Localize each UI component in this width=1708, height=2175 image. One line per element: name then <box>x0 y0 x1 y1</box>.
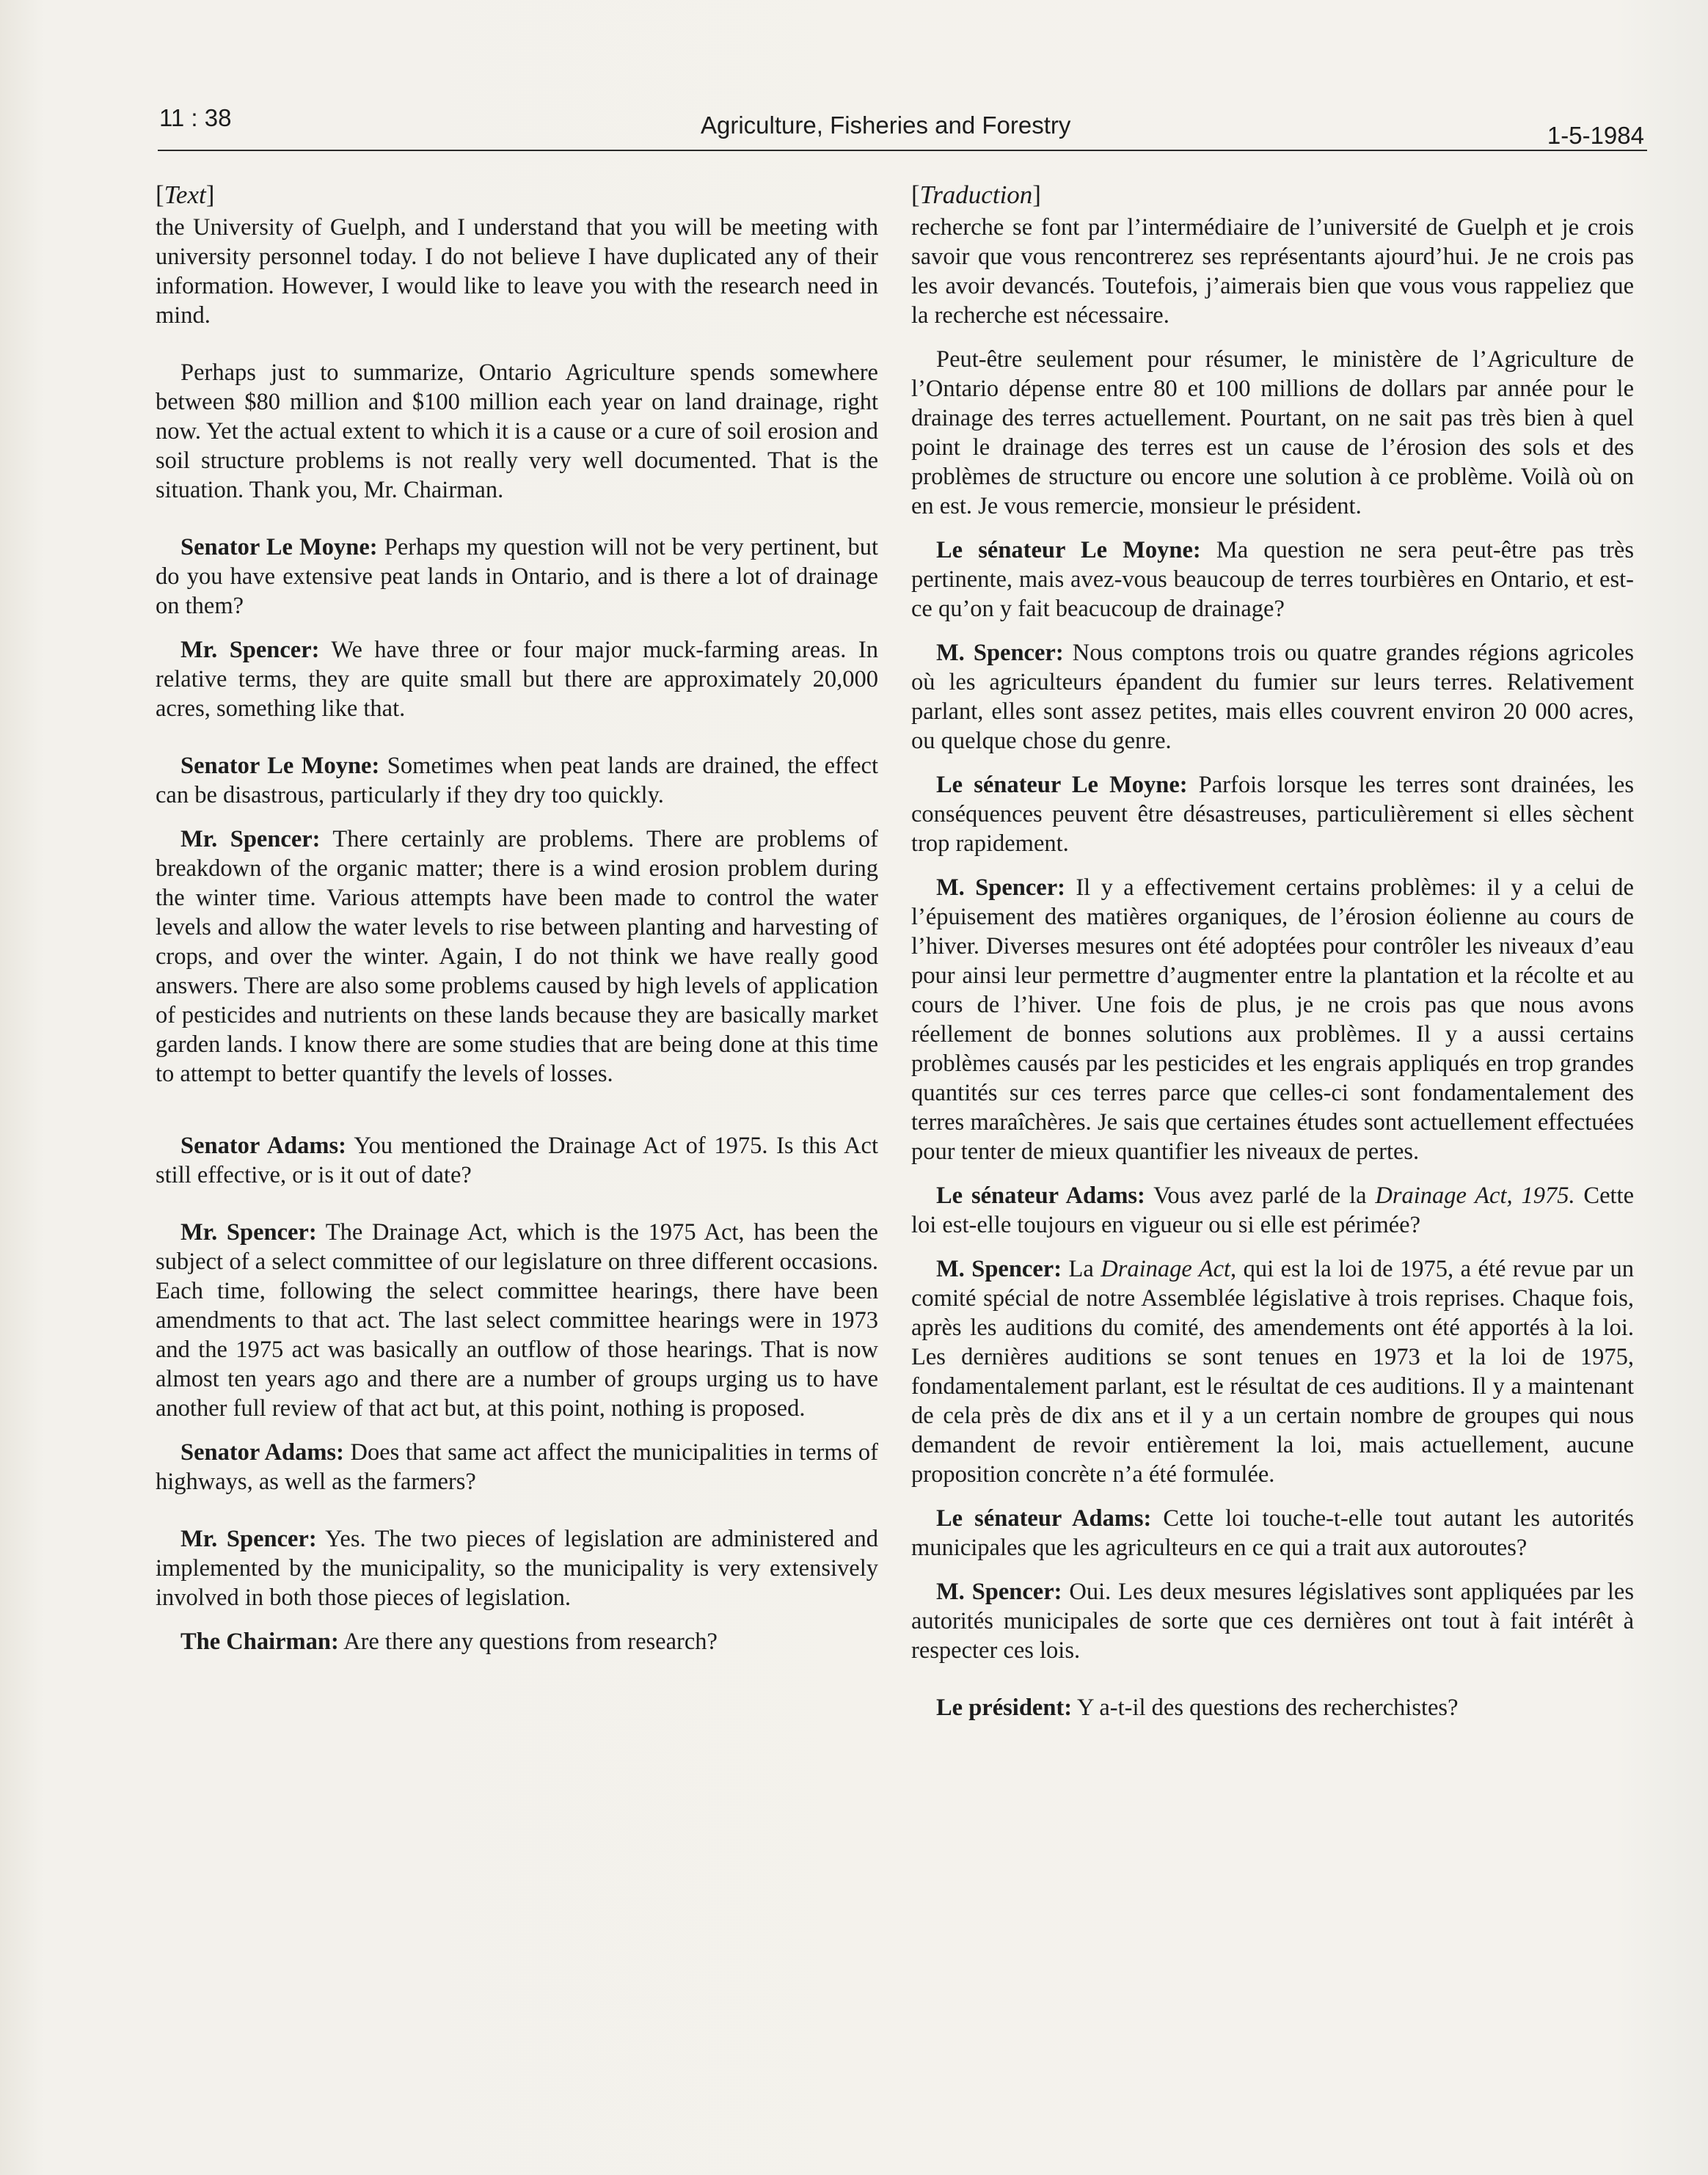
column-label-text: [Text] <box>156 180 215 209</box>
speaker-name: Mr. Spencer: <box>180 637 320 663</box>
page-number: 11 : 38 <box>159 104 232 131</box>
paragraph: Mr. Spencer: There certainly are problems. There are problems of breakdown of the organic matter; there is a wind erosion problem during the winter time. Various attempts have been made to control the water levels and allow the water levels to rise between planting and harvesting of crops, and over the winter. Again, I do not think we have really good answers. There are also some problems caused by high levels of application of pesticides and nutrients on these lands because they are basically market garden lands. I know there are some studies that are being done at this time to attempt to better quantify the levels of losses. <box>156 826 879 1087</box>
speaker-name: Mr. Spencer: <box>180 1219 317 1246</box>
act-title: Drainage Act, 1975. <box>1375 1182 1575 1209</box>
paragraph: Senator Le Moyne: Sometimes when peat lands are drained, the effect can be disastrous, particularly if they dry too quickly. <box>156 753 878 808</box>
paragraph: Mr. Spencer: Yes. The two pieces of legislation are administered and implemented by the municipality, so the municipality is very extensively involved in both those pieces of legislation. <box>156 1526 878 1611</box>
speaker-name: Senator Adams: <box>180 1439 344 1466</box>
paragraph: Senator Adams: Does that same act affect the municipalities in terms of highways, as well as the farmers? <box>156 1439 878 1495</box>
speaker-name: M. Spencer: <box>936 1579 1062 1605</box>
paragraph: The Chairman: Are there any questions from research? <box>180 1628 718 1655</box>
paragraph: Le sénateur Le Moyne: Ma question ne sera peut-être pas très pertinente, mais avez-vous beaucoup de terres tourbières en Ontario, et est-ce qu’on y fait beacucoup de drainage? <box>911 537 1634 622</box>
page-header <box>158 101 1647 151</box>
paragraph: the University of Guelph, and I understand that you will be meeting with university personnel today. I do not believe I have duplicated any of their information. However, I would like to leave you with the research need in mind. <box>156 214 878 329</box>
paragraph: Le sénateur Le Moyne: Parfois lorsque les terres sont drainées, les conséquences peuvent être désastreuses, particulièrement si elles sèchent trop rapidement. <box>911 772 1635 857</box>
paragraph: Perhaps just to summarize, Ontario Agriculture spends somewhere between $80 million and $100 million each year on land drainage, right now. Yet the actual extent to which it is a cause or a cure of soil erosion and soil structure problems is not really very well documented. That is the situation. Thank you, Mr. Chairman. <box>156 359 878 503</box>
speaker-name: Le sénateur Le Moyne: <box>936 772 1188 798</box>
paragraph: Senator Adams: You mentioned the Drainage Act of 1975. Is this Act still effective, or is it out of date? <box>156 1133 878 1188</box>
paragraph: M. Spencer: Oui. Les deux mesures législatives sont appliquées par les autorités municipales de sorte que ces dernières ont tout à fait intérêt à respecter ces lois. <box>911 1579 1634 1664</box>
act-title: Drainage Act <box>1101 1256 1231 1282</box>
speaker-name: M. Spencer: <box>936 1256 1062 1282</box>
column-label-traduction: [Traduction] <box>911 180 1041 209</box>
speaker-name: M. Spencer: <box>936 874 1065 901</box>
speaker-name: Senator Le Moyne: <box>180 753 380 779</box>
speaker-name: Mr. Spencer: <box>180 1526 317 1552</box>
speaker-name: Le président: <box>936 1695 1073 1721</box>
paragraph: Le président: Y a-t-il des questions des recherchistes? <box>936 1695 1459 1721</box>
paragraph: Le sénateur Adams: Cette loi touche-t-elle tout autant les autorités municipales que les agriculteurs en ce qui a trait aux autoroutes? <box>911 1505 1634 1561</box>
speaker-name: Le sénateur Le Moyne: <box>936 537 1201 563</box>
speaker-name: The Chairman: <box>180 1628 339 1655</box>
running-title: Agriculture, Fisheries and Forestry <box>701 112 1071 139</box>
paragraph: Mr. Spencer: The Drainage Act, which is the 1975 Act, has been the subject of a select committee of our legislature on three different occasions. Each time, following the select committee hearings, there have been amendments to that act. The last select committee hearings were in 1973 and the 1975 act was basically an outflow of those hearings. That is now almost ten years ago and there are a number of groups urging us to have another full review of that act but, at this point, nothing is proposed. <box>156 1219 878 1422</box>
speaker-name: Le sénateur Adams: <box>936 1505 1152 1532</box>
speaker-name: Mr. Spencer: <box>180 826 321 852</box>
paragraph: M. Spencer: La Drainage Act, qui est la loi de 1975, a été revue par un comité spécial de notre Assemblée législative à trois reprises. Chaque fois, après les auditions du comité, des amendements ont été apportés à la loi. Les dernières auditions se sont tenues en 1973 et la loi de 1975, fondamentalement parlant, est le résultat de ces auditions. Il y a maintenant de cela près de dix ans et il y a un certain nombre de groupes qui nous demandent de revoir entièrement la loi, mais actuellement, aucune proposition concrète n’a été formulée. <box>911 1256 1635 1488</box>
paragraph: Le sénateur Adams: Vous avez parlé de la Drainage Act, 1975. Cette loi est-elle toujours en vigueur ou si elle est périmée? <box>911 1182 1634 1238</box>
speaker-name: Le sénateur Adams: <box>936 1182 1145 1209</box>
speaker-name: M. Spencer: <box>936 640 1064 666</box>
paragraph: Peut-être seulement pour résumer, le ministère de l’Agriculture de l’Ontario dépense entre 80 et 100 millions de dollars par année pour le drainage des terres actuellement. Pourtant, on ne sait pas très bien à quel point le drainage des terres est un cause de l’érosion des sols et des problèmes de structure ou encore une solution à ce problème. Voilà où on en est. Je vous remercie, monsieur le président. <box>911 346 1634 519</box>
paragraph: M. Spencer: Nous comptons trois ou quatre grandes régions agricoles où les agriculteurs épandent du fumier sur leurs terres. Relativement parlant, elles sont assez petites, mais elles couvrent environ 20 000 acres, ou quelque chose du genre. <box>911 640 1634 754</box>
paragraph: recherche se font par l’intermédiaire de l’université de Guelph et je crois savoir que vous rencontrerez ses représentants ajourd’hui. Je ne crois pas les avoir devancés. Toutefois, j’aimerais bien que vous vous rappeliez que la recherche est nécessaire. <box>911 214 1634 329</box>
paragraph: M. Spencer: Il y a effectivement certains problèmes: il y a celui de l’épuisement des matières organiques, de l’érosion éolienne au cours de l’hiver. Diverses mesures ont été adoptées pour contrôler les niveaux d’eau pour ainsi leur permettre d’augmenter entre la plantation et la récolte et au cours de l’hiver. Une fois de plus, je ne crois pas que nous avons réellement de bonnes solutions aux problèmes. Il y a aussi certains problèmes causés par les pesticides et les engrais appliqués en trop grandes quantités sur ces terres parce que celles-ci sont fondamentalement des terres maraîchères. Je sais que certaines études sont actuellement effectuées pour tenter de mieux quantifier les niveaux de pertes. <box>911 874 1634 1165</box>
speaker-name: Senator Le Moyne: <box>180 534 378 560</box>
page-date: 1-5-1984 <box>1547 122 1644 149</box>
paragraph: Senator Le Moyne: Perhaps my question will not be very pertinent, but do you have extensive peat lands in Ontario, and is there a lot of drainage on them? <box>156 534 879 619</box>
english-column <box>156 179 878 1656</box>
paragraph: Mr. Spencer: We have three or four major muck-farming areas. In relative terms, they are quite small but there are approximately 20,000 acres, something like that. <box>156 637 878 722</box>
speaker-name: Senator Adams: <box>180 1133 346 1159</box>
french-column <box>911 179 1634 1722</box>
